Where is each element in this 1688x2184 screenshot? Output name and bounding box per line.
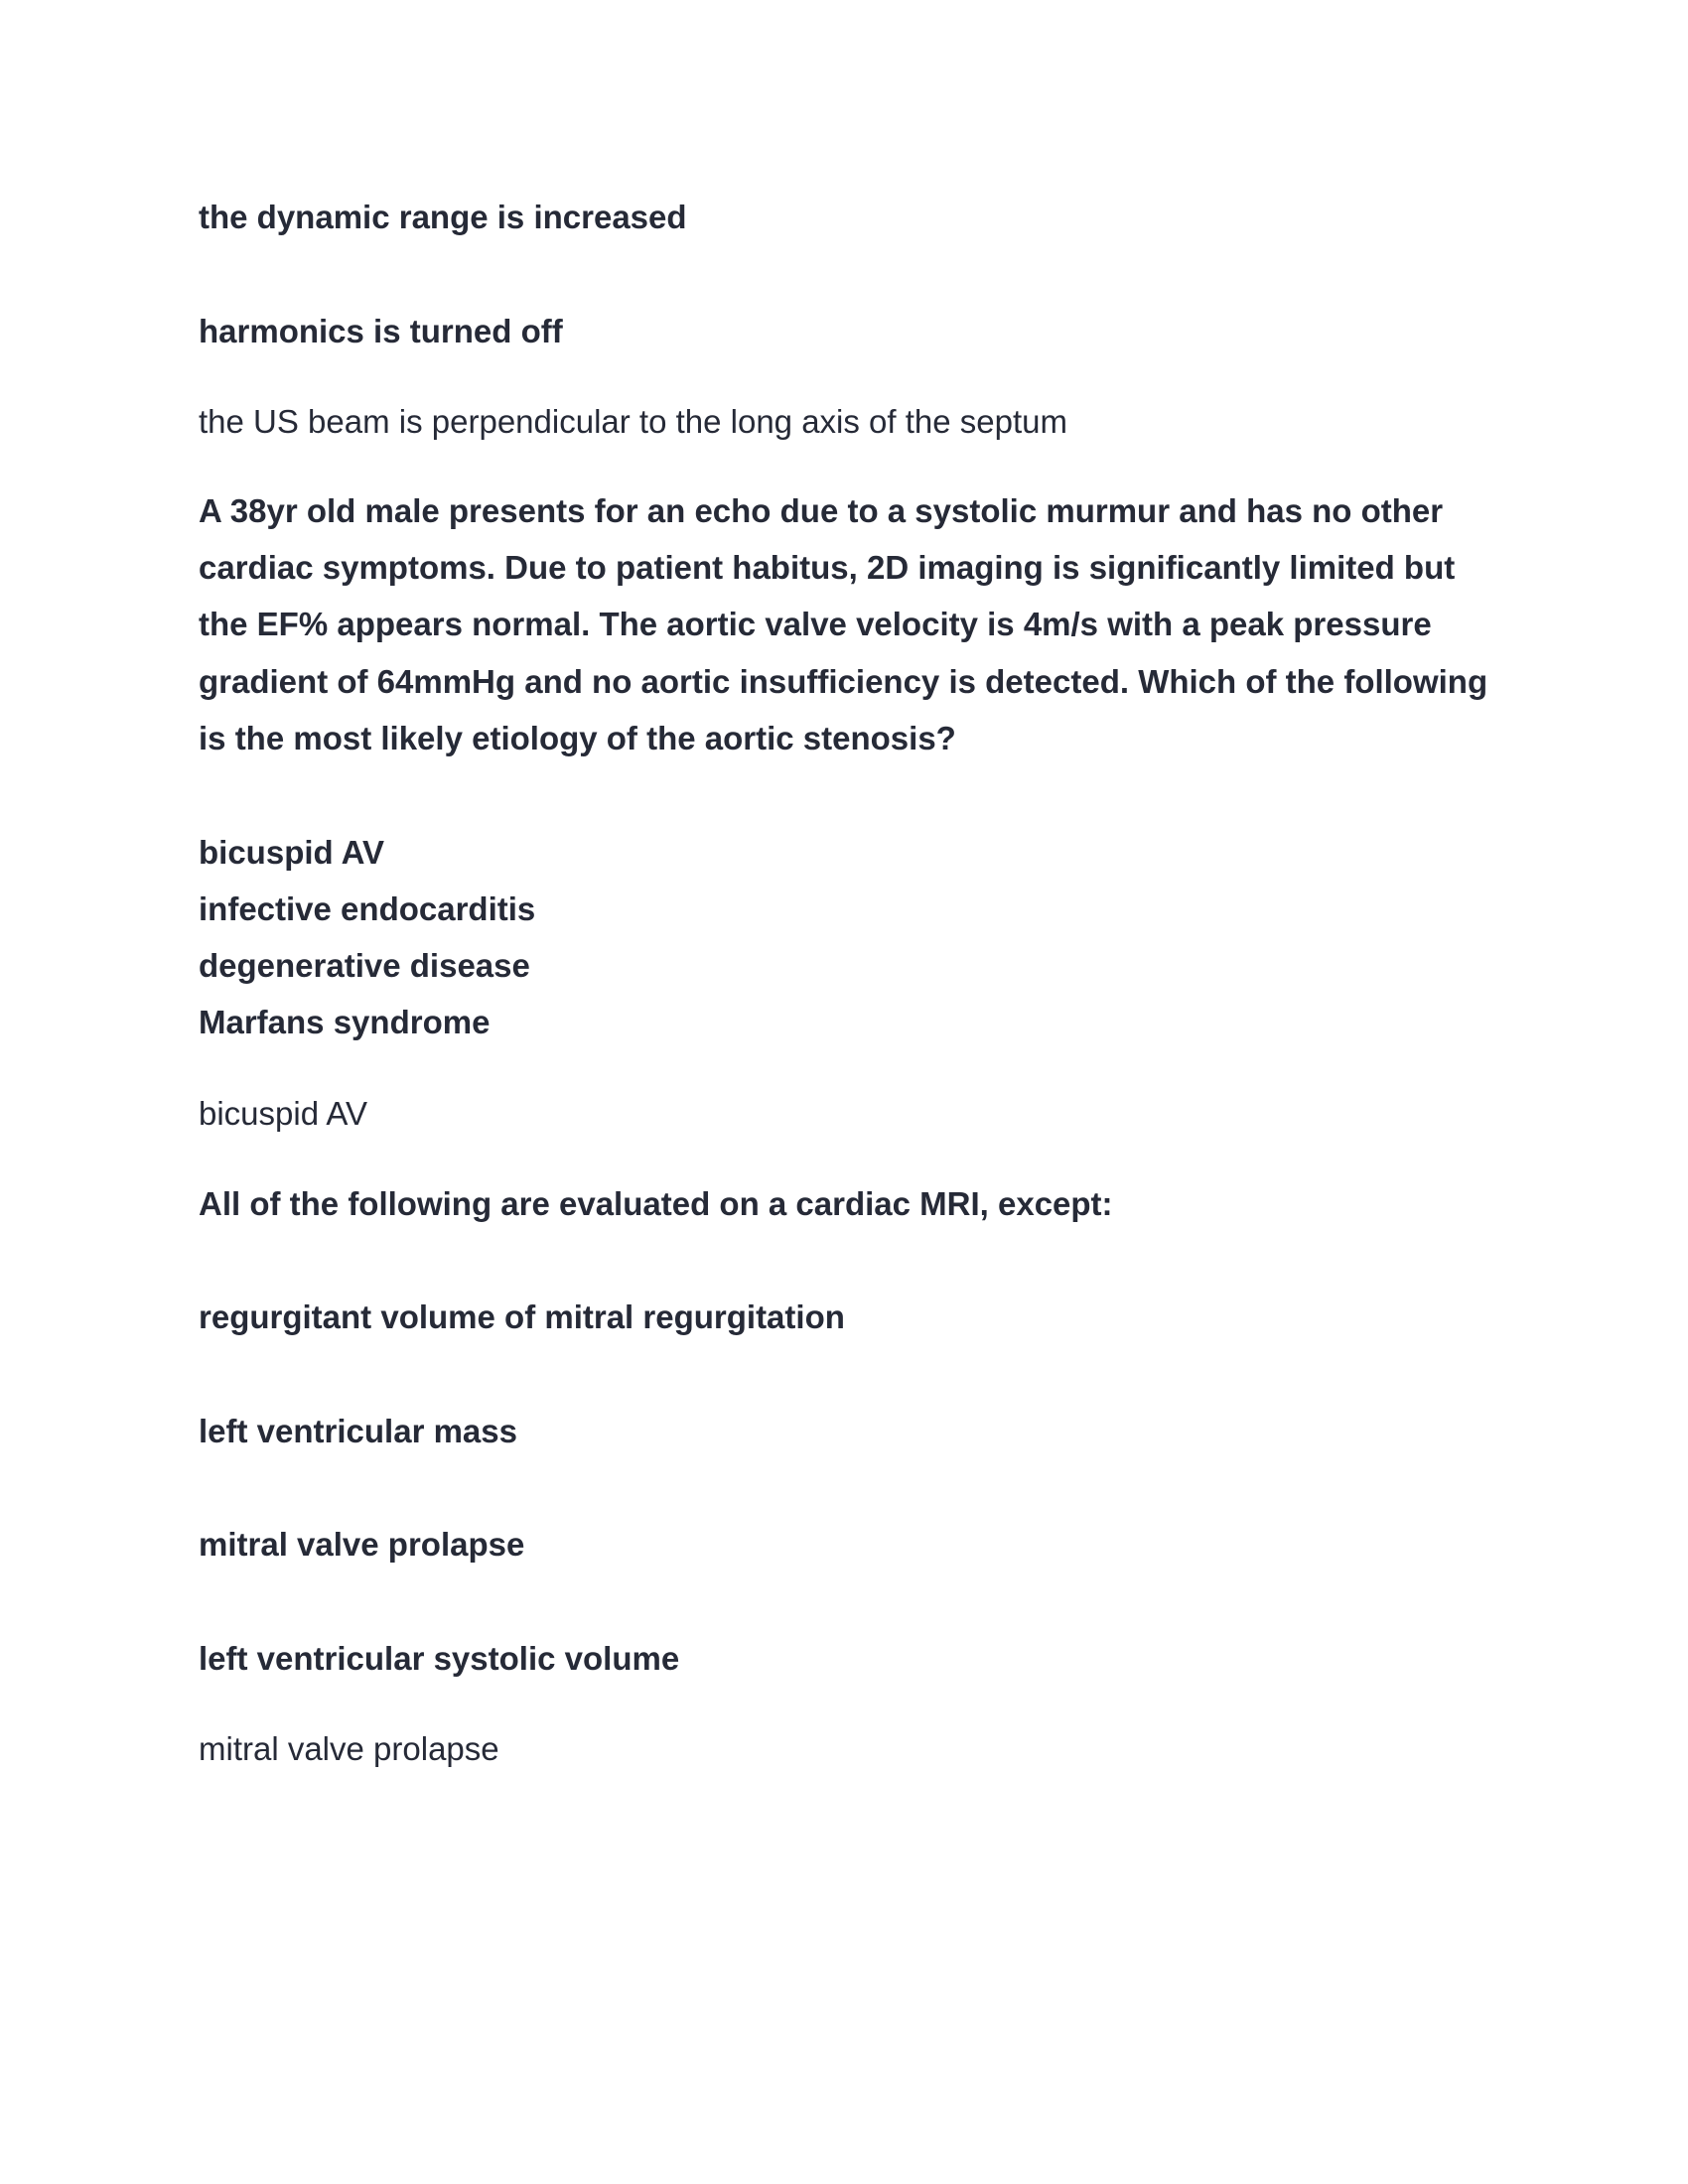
- answer-2: bicuspid AV: [199, 1095, 367, 1132]
- option-3a: regurgitant volume of mitral regurgitation: [199, 1298, 845, 1335]
- option-3d: left ventricular systolic volume: [199, 1640, 680, 1677]
- option-dynamic-range: the dynamic range is increased: [199, 199, 687, 235]
- option-harmonics: harmonics is turned off: [199, 313, 563, 349]
- question-3-text: All of the following are evaluated on a cardiac MRI, except:: [199, 1185, 1113, 1222]
- option-2c: degenerative disease: [199, 947, 530, 984]
- option-2b: infective endocarditis: [199, 890, 536, 927]
- option-3b: left ventricular mass: [199, 1413, 517, 1449]
- question-2-options: [199, 824, 535, 1050]
- option-3c: mitral valve prolapse: [199, 1526, 525, 1563]
- answer-1: the US beam is perpendicular to the long axis of the septum: [199, 403, 1067, 440]
- option-2a: bicuspid AV: [199, 834, 385, 871]
- question-2-text: A 38yr old male presents for an echo due to a systolic murmur and has no other cardiac symptoms. Due to patient habitus, 2D imaging is significantly limited but the EF% appears normal. The aortic valve velocity is 4m/s with a peak pressure gradient of 64mmHg and no aortic insufficiency is detected. Which of the following is the most likely etiology of the aortic stenosis?: [199, 492, 1488, 756]
- option-2d: Marfans syndrome: [199, 1004, 491, 1040]
- answer-3: mitral valve prolapse: [199, 1730, 499, 1767]
